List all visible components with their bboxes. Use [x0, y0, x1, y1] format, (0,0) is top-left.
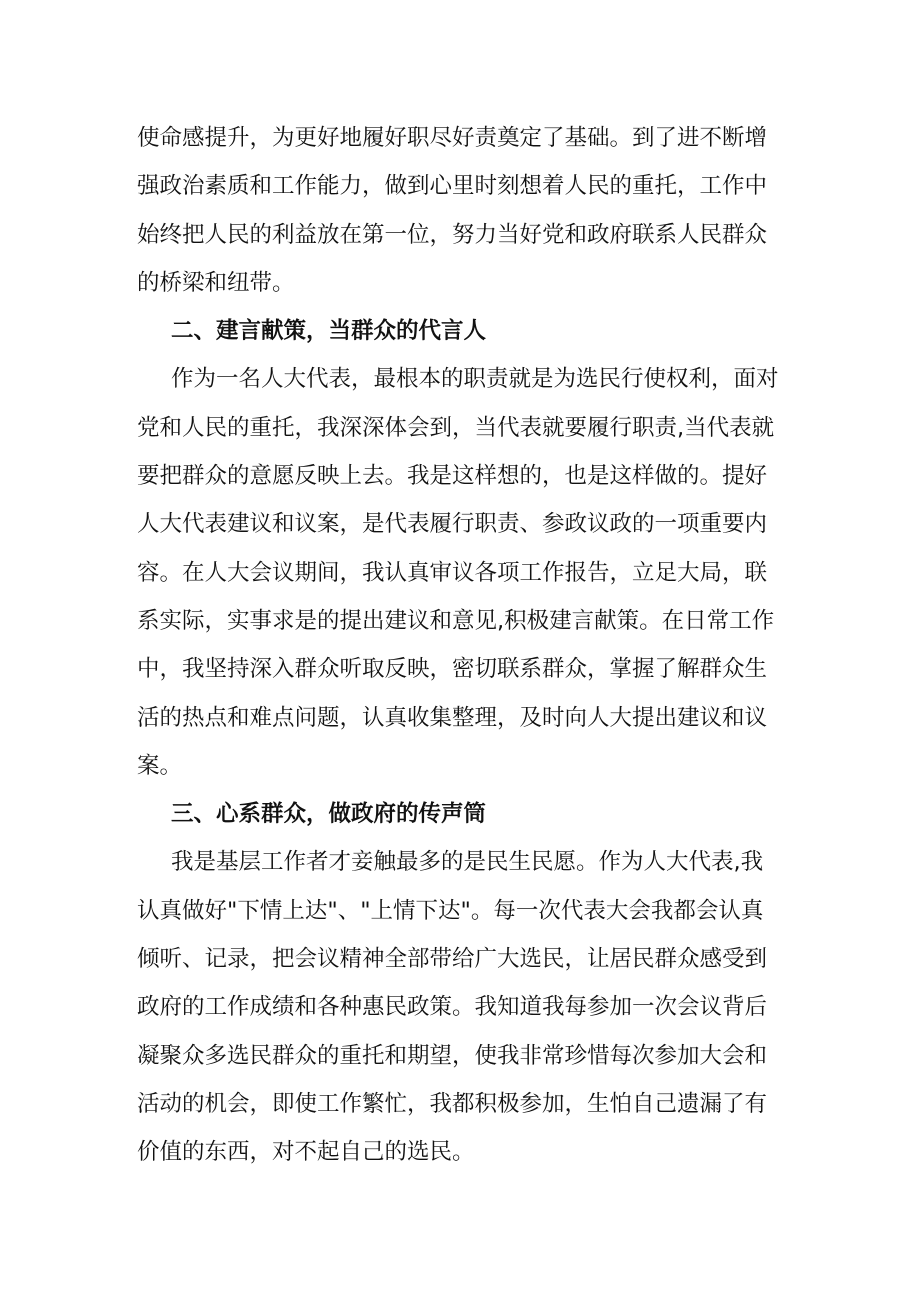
paragraph-line: 容。在人大会议期间，我认真审议各项工作报告，立足大局，联 [137, 559, 768, 586]
paragraph-line: 作为一名人大代表，最根本的职责就是为选民行使权利，面对 [171, 366, 779, 393]
paragraph-line: 强政治素质和工作能力，做到心里时刻想着人民的重托，工作中 [137, 173, 768, 200]
paragraph-line: 凝聚众多选民群众的重托和期望，使我非常珍惜每次参加大会和 [137, 1042, 768, 1069]
paragraph-line: 案。 [137, 752, 183, 779]
paragraph-line: 的桥梁和纽带。 [137, 269, 295, 296]
paragraph-line: 活动的机会，即使工作繁忙，我都积极参加，生怕自己遗漏了有 [137, 1090, 768, 1117]
paragraph-line: 政府的工作成绩和各种惠民政策。我知道我每参加一次会议背后 [137, 994, 768, 1021]
paragraph-line: 始终把人民的利益放在第一位，努力当好党和政府联系人民群众 [137, 221, 768, 248]
paragraph-line: 要把群众的意愿反映上去。我是这样想的，也是这样做的。提好 [137, 463, 768, 490]
paragraph-line: 使命感提升，为更好地履好职尽好责奠定了基础。到了进不断增 [137, 125, 768, 151]
paragraph-line: 中，我坚持深入群众听取反映，密切联系群众，掌握了解群众生 [137, 656, 768, 683]
paragraph-line: 价值的东西，对不起自己的选民。 [137, 1139, 475, 1166]
section-heading: 二、建言献策，当群众的代言人 [171, 318, 487, 345]
section-heading: 三、心系群众，做政府的传声筒 [171, 801, 487, 828]
paragraph-line: 认真做好"下情上达"、"上情下达"。每一次代表大会我都会认真 [137, 897, 764, 924]
paragraph-line: 我是基层工作者才妾触最多的是民生民愿。作为人大代表,我 [171, 849, 764, 876]
paragraph-line: 党和人民的重托，我深深体会到，当代表就要履行职责,当代表就 [137, 414, 775, 441]
paragraph-line: 人大代表建议和议案，是代表履行职责、参政议政的一项重要内 [137, 511, 768, 538]
paragraph-line: 活的热点和难点问题，认真收集整理，及时向人大提出建议和议 [137, 704, 768, 731]
paragraph-line: 倾听、记录，把会议精神全部带给广大选民，让居民群众感受到 [137, 946, 768, 973]
paragraph-line: 系实际，实事求是的提出建议和意见,积极建言献策。在日常工作 [137, 607, 775, 634]
